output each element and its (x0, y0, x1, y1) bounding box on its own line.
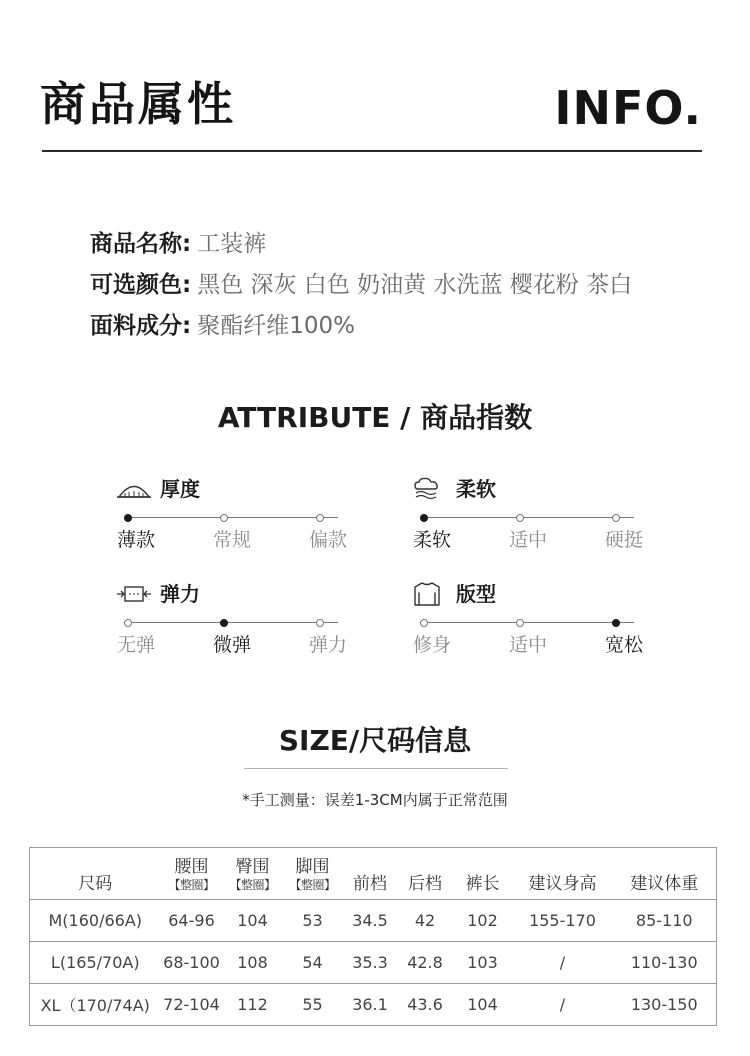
table-cell: 130-150 (613, 984, 717, 1026)
info-label: INFO. (554, 81, 702, 135)
table-cell: XL（170/74A) (30, 984, 161, 1026)
scale-dot (316, 619, 324, 627)
table-cell: 85-110 (613, 900, 717, 942)
property-label: 商品名称: (90, 231, 192, 257)
attribute-scale (116, 615, 346, 631)
property-value: 工装裤 (197, 231, 267, 257)
table-cell: 42.8 (398, 942, 453, 984)
table-cell: 43.6 (398, 984, 453, 1026)
scale-dot (124, 619, 132, 627)
stretch-icon (116, 581, 156, 607)
scale-dot (220, 514, 228, 522)
scale-dot (612, 514, 620, 522)
property-row-fabric (90, 310, 355, 342)
header-divider (42, 150, 702, 152)
property-row-name (90, 228, 266, 260)
table-cell: 104 (453, 984, 513, 1026)
table-cell: 54 (283, 942, 343, 984)
table-row (30, 900, 717, 942)
table-header-row (30, 848, 717, 900)
table-cell: 102 (453, 900, 513, 942)
scale-label: 柔软 (412, 529, 452, 551)
scale-label: 硬挺 (604, 529, 644, 551)
table-cell: 35.3 (343, 942, 398, 984)
cloud-icon (412, 476, 452, 502)
table-cell: 104 (223, 900, 283, 942)
scale-dot (516, 514, 524, 522)
table-cell: 42 (398, 900, 453, 942)
scale-label: 薄款 (116, 529, 156, 551)
table-cell: / (513, 942, 613, 984)
attribute-scale (412, 615, 642, 631)
measurement-note: *手工测量：误差1-3CM内属于正常范围 (242, 791, 508, 809)
attribute-title: 版型 (456, 582, 496, 606)
table-cell: 64-96 (161, 900, 223, 942)
scale-dot (124, 514, 132, 522)
size-table (29, 847, 717, 1026)
scale-dot (420, 514, 428, 522)
attribute-title: 厚度 (160, 477, 200, 501)
property-value: 聚酯纤维100% (197, 313, 355, 339)
table-header-cell: 建议体重 (613, 848, 717, 900)
attribute-scale (412, 510, 642, 526)
section-title: 商品属性 (40, 77, 236, 131)
scale-label: 修身 (412, 634, 452, 656)
attribute-scale (116, 510, 346, 526)
ruler-icon (116, 476, 156, 502)
scale-label: 弹力 (308, 634, 348, 656)
scale-label: 适中 (508, 529, 548, 551)
size-divider (244, 768, 508, 769)
table-cell: 53 (283, 900, 343, 942)
table-header-cell: 腰围 【整圈】 (161, 848, 223, 900)
table-cell: 112 (223, 984, 283, 1026)
property-label: 面料成分: (90, 313, 192, 339)
scale-dot (220, 619, 228, 627)
table-header-cell: 脚围 【整圈】 (283, 848, 343, 900)
scale-label: 适中 (508, 634, 548, 656)
attribute-title: 弹力 (160, 582, 200, 606)
table-row (30, 984, 717, 1026)
table-cell: 110-130 (613, 942, 717, 984)
attribute-title: 柔软 (456, 477, 496, 501)
shirt-icon (412, 581, 452, 607)
scale-label: 微弹 (212, 634, 252, 656)
table-cell: 155-170 (513, 900, 613, 942)
property-label: 可选颜色: (90, 272, 192, 298)
attribute-fit (412, 579, 642, 659)
property-value: 黑色 深灰 白色 奶油黄 水洗蓝 樱花粉 茶白 (197, 272, 633, 298)
table-cell: M(160/66A) (30, 900, 161, 942)
scale-label: 无弹 (116, 634, 156, 656)
table-cell: 68-100 (161, 942, 223, 984)
scale-dot (420, 619, 428, 627)
table-cell: 108 (223, 942, 283, 984)
table-header-cell: 尺码 (30, 848, 161, 900)
table-header-cell: 裤长 (453, 848, 513, 900)
scale-label: 常规 (212, 529, 252, 551)
size-heading: SIZE/尺码信息 (278, 724, 472, 757)
attribute-elasticity (116, 579, 346, 659)
table-cell: / (513, 984, 613, 1026)
table-cell: 103 (453, 942, 513, 984)
scale-label: 偏款 (308, 529, 348, 551)
table-header-cell: 臀围 【整圈】 (223, 848, 283, 900)
table-header-cell: 建议身高 (513, 848, 613, 900)
scale-dot (516, 619, 524, 627)
table-cell: 34.5 (343, 900, 398, 942)
attribute-heading: ATTRIBUTE / 商品指数 (217, 401, 533, 434)
attribute-thickness (116, 474, 346, 554)
table-cell: 55 (283, 984, 343, 1026)
scale-dot (612, 619, 620, 627)
table-header-cell: 后档 (398, 848, 453, 900)
table-cell: L(165/70A) (30, 942, 161, 984)
table-header-cell: 前档 (343, 848, 398, 900)
table-cell: 36.1 (343, 984, 398, 1026)
scale-dot (316, 514, 324, 522)
property-row-colors (90, 269, 632, 301)
scale-label: 宽松 (604, 634, 644, 656)
attribute-softness (412, 474, 642, 554)
table-cell: 72-104 (161, 984, 223, 1026)
table-row (30, 942, 717, 984)
